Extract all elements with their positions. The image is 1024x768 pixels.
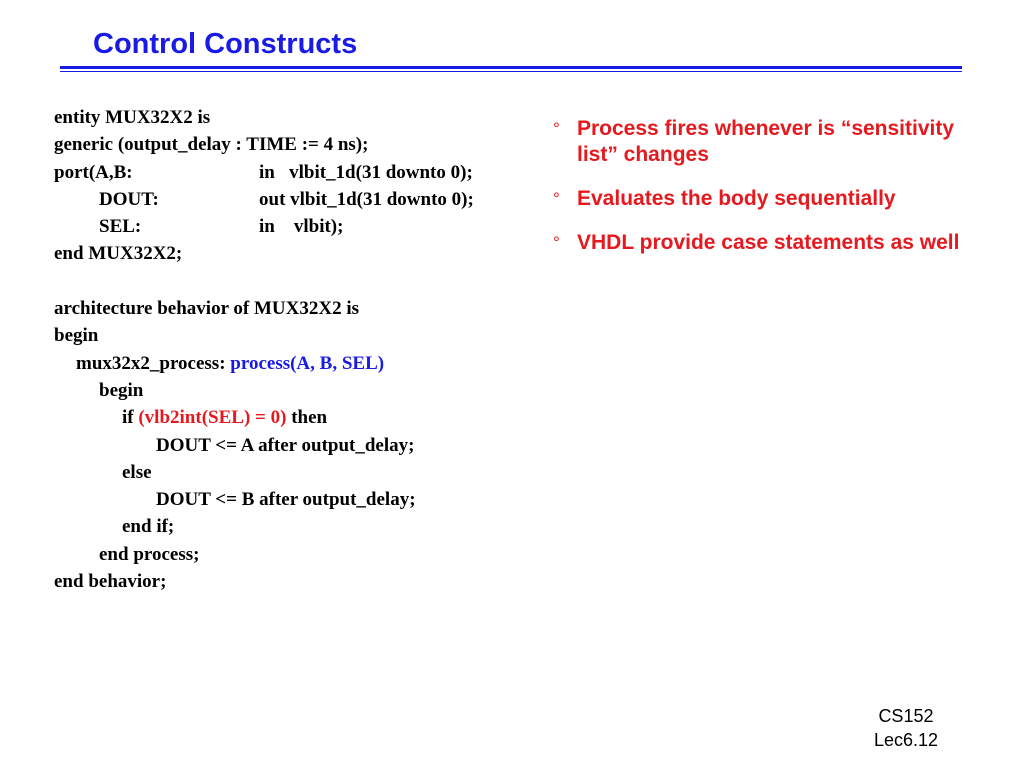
code-blank-line	[54, 268, 534, 295]
bullet-item	[553, 116, 973, 168]
code-line-port-ab	[54, 159, 534, 186]
bullet-text: Process fires whenever is “sensitivity list” changes	[577, 117, 955, 166]
then-keyword: then	[286, 407, 328, 429]
slide-title: Control Constructs	[93, 28, 358, 60]
code-line-generic: generic (output_delay : TIME := 4 ns);	[54, 134, 369, 156]
port-sel-name: SEL:	[99, 216, 142, 238]
code-line-begin-process: begin	[99, 379, 144, 401]
bullet-text: VHDL provide case statements as well	[577, 231, 960, 254]
code-line-architecture: architecture behavior of MUX32X2 is	[54, 298, 360, 320]
code-line-port-sel	[54, 213, 534, 240]
code-line-end-entity: end MUX32X2;	[54, 243, 183, 265]
code-line-process	[54, 350, 534, 377]
bullet-item	[553, 230, 973, 256]
if-condition: (vlb2int(SEL) = 0)	[138, 407, 287, 429]
bullet-text: Evaluates the body sequentially	[577, 187, 896, 210]
title-underline-thick	[60, 66, 962, 69]
port-dout-decl: out vlbit_1d(31 downto 0);	[259, 188, 474, 210]
vhdl-code-block	[54, 104, 534, 595]
code-line-begin-arch: begin	[54, 325, 99, 347]
title-underline-thin	[60, 71, 962, 72]
bullet-marker: °	[553, 189, 560, 208]
code-line-dout-a: DOUT <= A after output_delay;	[156, 434, 415, 456]
lecture-label: Lec6.12	[873, 730, 938, 750]
course-label: CS152	[878, 706, 934, 726]
bullet-list	[553, 116, 973, 274]
code-line-end-process: end process;	[99, 543, 200, 565]
process-label: mux32x2_process:	[76, 352, 231, 374]
port-ab-decl: in vlbit_1d(31 downto 0);	[259, 161, 473, 183]
port-sel-decl: in vlbit);	[259, 216, 344, 238]
port-ab-name: port(A,B:	[54, 161, 133, 183]
code-line-entity: entity MUX32X2 is	[54, 107, 211, 128]
slide-footer	[874, 704, 938, 752]
code-line-else: else	[122, 461, 152, 483]
code-line-port-dout	[54, 186, 534, 213]
code-line-end-if: end if;	[122, 516, 175, 538]
code-line-end-behavior: end behavior;	[54, 571, 167, 593]
code-line-dout-b: DOUT <= B after output_delay;	[156, 489, 416, 511]
bullet-item	[553, 186, 973, 212]
bullet-marker: °	[553, 233, 560, 252]
code-line-if	[54, 404, 534, 431]
bullet-marker: °	[553, 119, 560, 138]
if-keyword: if	[122, 407, 139, 429]
port-dout-name: DOUT:	[99, 188, 159, 210]
process-sensitivity: process(A, B, SEL)	[230, 352, 385, 374]
